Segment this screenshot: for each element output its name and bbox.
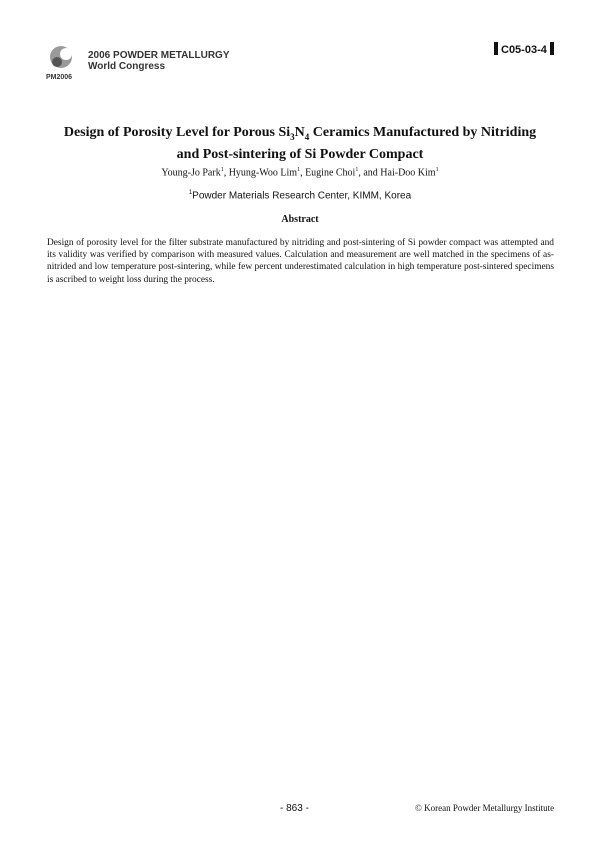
paper-code [494, 42, 554, 56]
author-name: Young-Jo Park [161, 167, 221, 179]
logo-text: PM2006 [46, 74, 73, 81]
conference-title [88, 50, 230, 72]
author-separator: , and [358, 167, 381, 179]
code-bar-left [494, 42, 498, 55]
author-name: Hyung-Woo Lim [228, 167, 298, 179]
affiliation-text: Powder Materials Research Center, KIMM, Korea [192, 190, 412, 202]
author-affiliation-mark: 1 [297, 167, 301, 173]
author-separator: , [223, 167, 229, 179]
author-name: Eugine Choi [305, 167, 356, 179]
affiliation-mark: 1 [188, 190, 193, 196]
paper-code-text: C05-03-4 [501, 44, 547, 56]
conference-line-2: World Congress [88, 61, 166, 72]
conference-line-1: 2006 POWDER METALLURGY [88, 50, 230, 61]
title-line-1: Design of Porosity Level for Porous $Si_3N_4$ Ceramics Manufactured by Nitriding [63, 125, 537, 142]
author-list [40, 167, 560, 178]
abstract-heading: Abstract [281, 214, 319, 225]
author-affiliation-mark: 1 [435, 167, 439, 173]
author-name: Hai-Doo Kim [380, 167, 436, 179]
page-number: - 863 - [280, 803, 309, 814]
author-affiliation-mark: 1 [355, 167, 359, 173]
copyright-notice: © Korean Powder Metallurgy Institute [415, 803, 555, 813]
author-affiliation-mark: 1 [220, 167, 224, 173]
title-line-2: and Post-sintering of Si Powder Compact [176, 146, 424, 162]
code-bar-right [550, 42, 554, 55]
author-separator: , [300, 167, 306, 179]
affiliation [40, 190, 560, 201]
paper-title [40, 124, 560, 163]
abstract-body: Design of porosity level for the filter substrate manufactured by nitriding and post-sintering of Si powder compact was attempted and its validity was verified by comparison with measured values. Calculation and measurement are well matched in the specimens of as-nitrided and low temperature post-sintering, while few percent underestimated calculation in high temperature post-sintered specimens is ascribed to weight loss during the process. [47, 238, 554, 285]
